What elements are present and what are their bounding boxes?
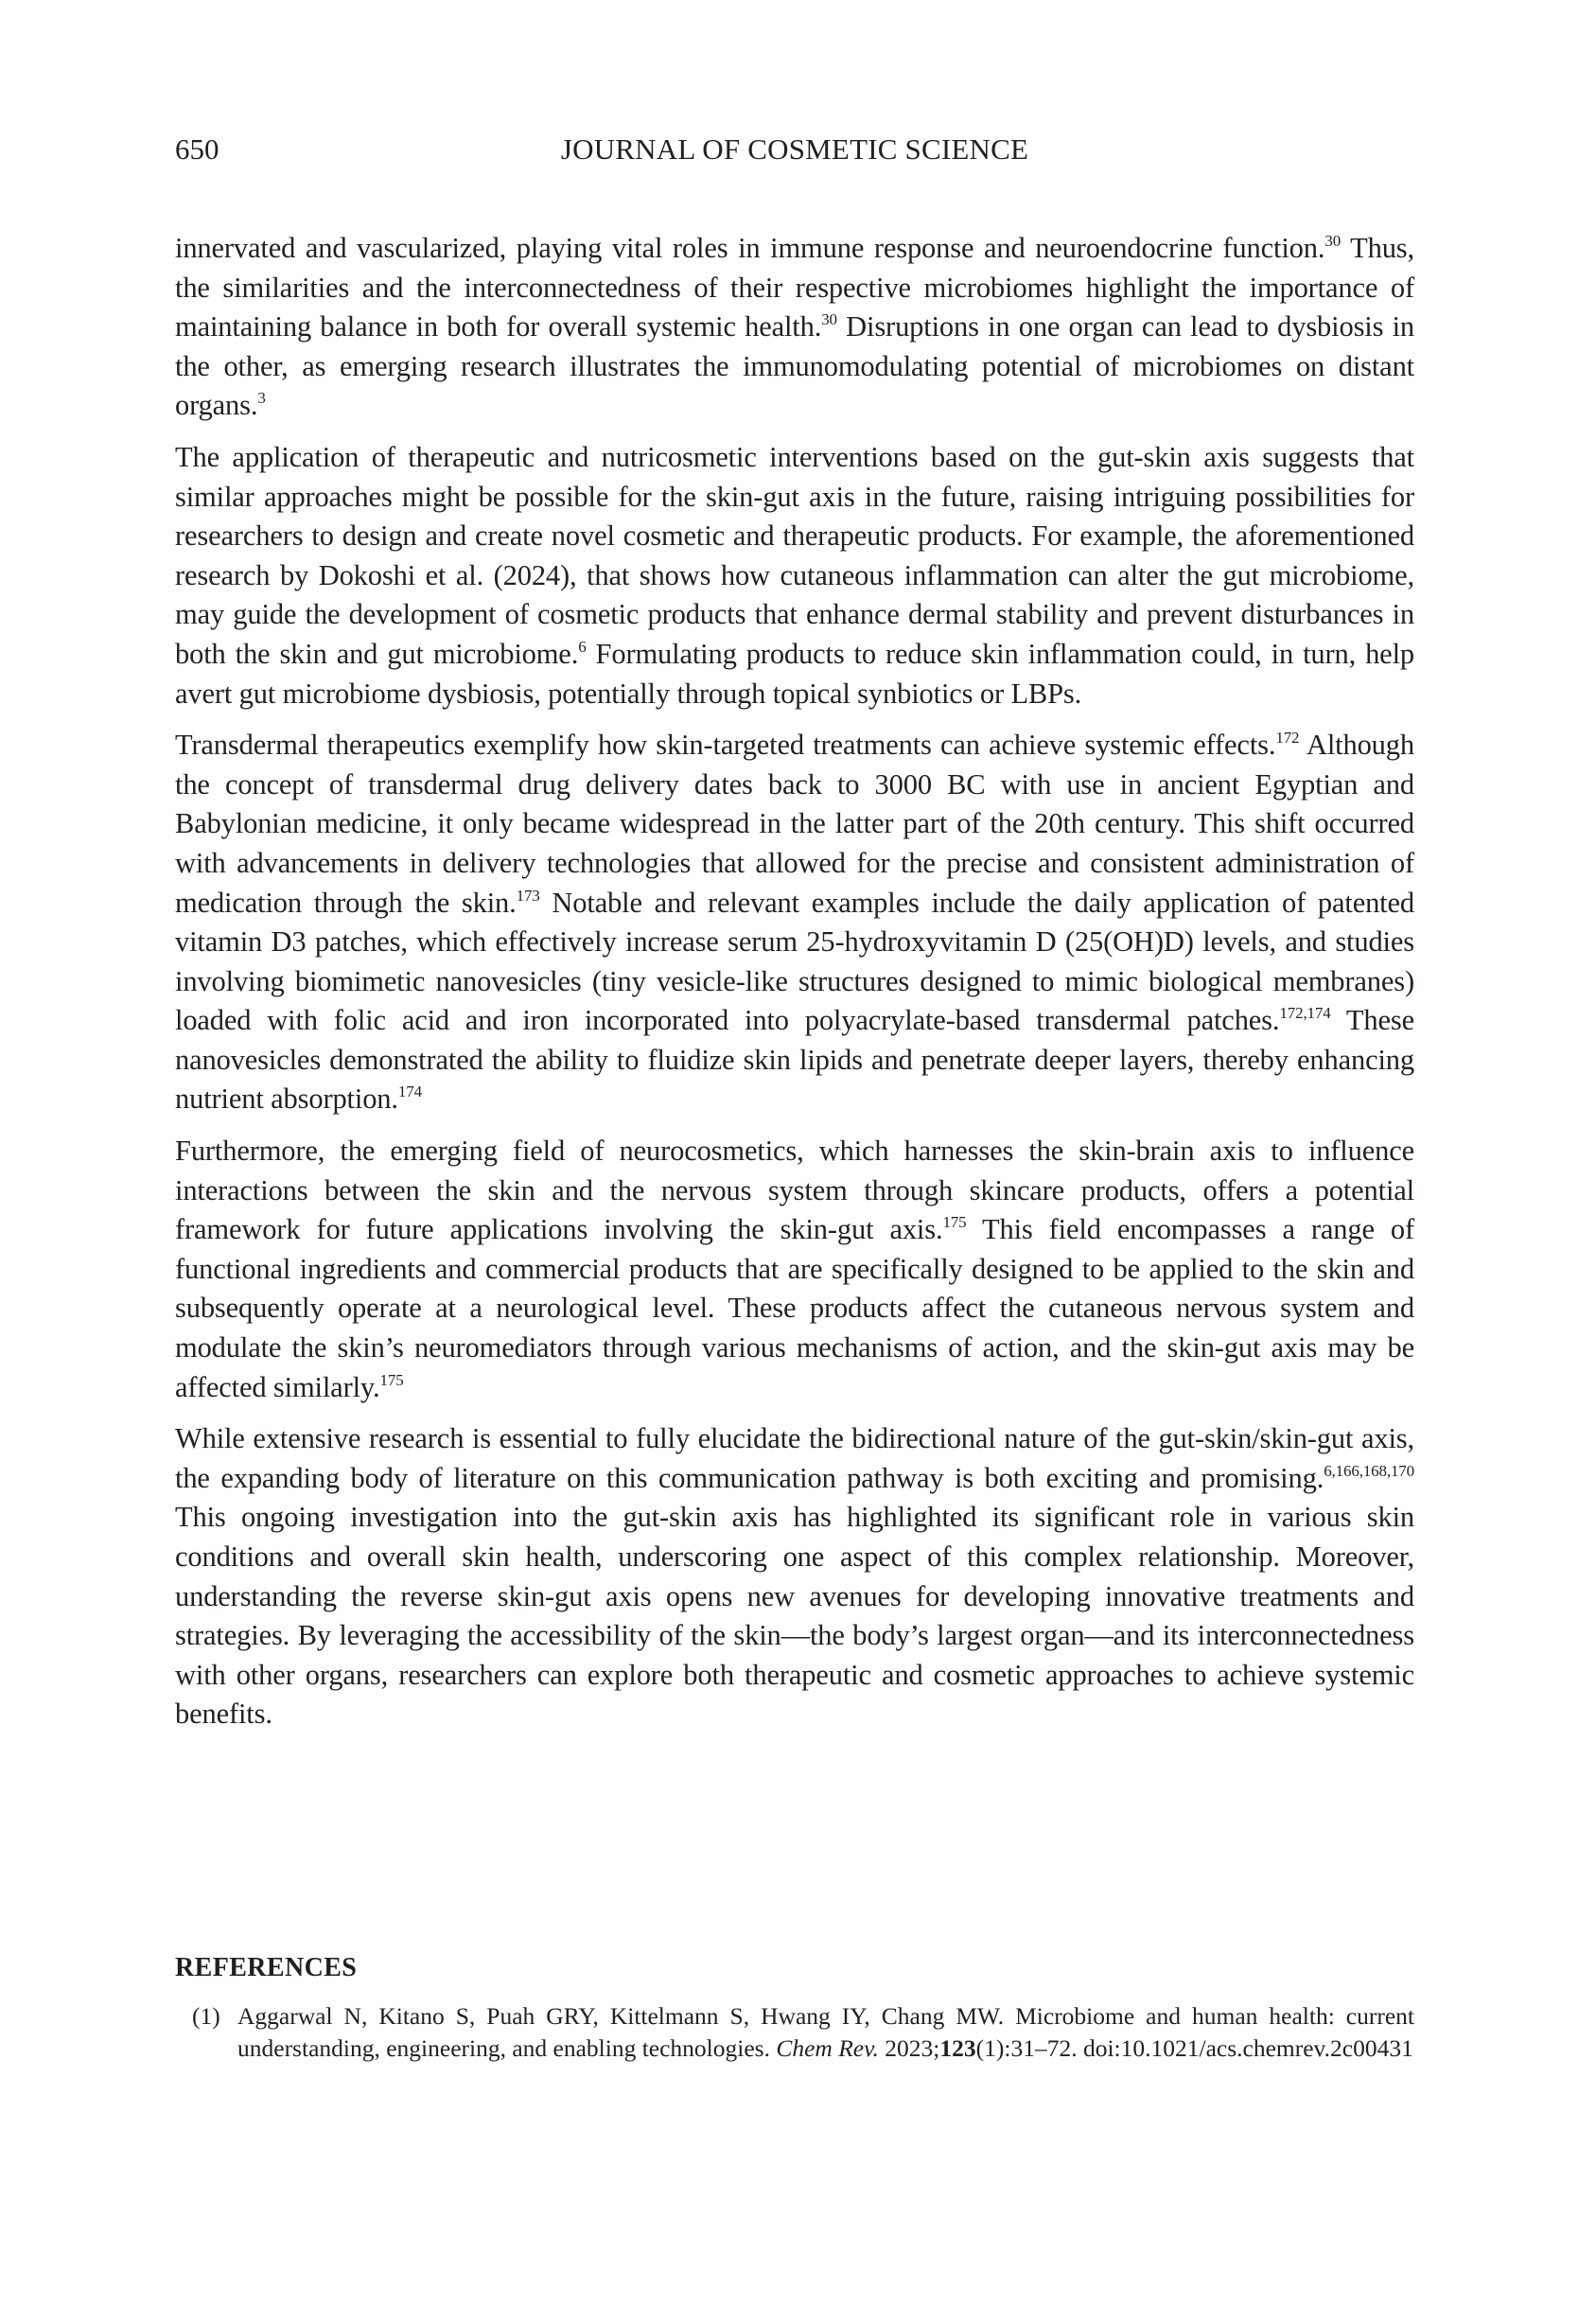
running-head bbox=[175, 131, 1414, 168]
paragraph-text: The application of therapeutic and nutricosmetic interventions based on the gut-skin axis suggests that similar approaches might be possible for the skin-gut axis in the future, raising intriguing possibilities for researchers to design and create novel cosmetic and therapeutic products. For example, the aforementioned research by Dokoshi et al. (2024), that shows how cutaneous inflammation can alter the gut microbiome, may guide the development of cosmetic products that enhance dermal stability and prevent disturbances in both the skin and gut microbiome. bbox=[175, 440, 1414, 670]
reference-number: (1) bbox=[192, 2002, 220, 2030]
citation-superscript: 175 bbox=[942, 1213, 967, 1232]
paragraph bbox=[175, 726, 1414, 1119]
body-text bbox=[175, 229, 1414, 1747]
citation-superscript: 172 bbox=[1275, 729, 1300, 748]
paragraph-text: innervated and vascularized, playing vital roles in immune response and neuroendocrine function. bbox=[175, 232, 1325, 264]
journal-title: JOURNAL OF COSMETIC SCIENCE bbox=[560, 132, 1029, 166]
reference-item bbox=[175, 2000, 1414, 2065]
paragraph-text: Notable and relevant examples include the daily application of patented vitamin D3 patches, which effectively increase serum 25-hydroxyvitamin D (25(OH)D) levels, and studies involving biomimetic nanovesicles (tiny vesicle-like structures designed to mimic biological membranes) loaded with folic acid and iron incorporated into polyacrylate-based transdermal patches. bbox=[175, 886, 1414, 1037]
page-number: 650 bbox=[175, 132, 219, 166]
paragraph-text: Formulating products to reduce skin inflammation could, in turn, help avert gut microbiome dysbiosis, potentially through topical synbiotics or LBPs. bbox=[175, 637, 1414, 710]
paragraph-text: Transdermal therapeutics exemplify how skin-targeted treatments can achieve systemic effects. bbox=[175, 729, 1276, 762]
citation-superscript: 173 bbox=[516, 886, 540, 905]
citation-superscript: 6,166,168,170 bbox=[1324, 1461, 1414, 1480]
paragraph-text: Although the concept of transdermal drug delivery dates back to 3000 BC with use in ancient Egyptian and Babylonian medicine, it only became widespread in the latter part of the 20th century. This shift occurred with advancements in delivery technologies that allowed for the precise and consistent administration of medication through the skin. bbox=[175, 729, 1414, 919]
reference-issue-pages-doi: (1):31–72. doi:10.1021/acs.chemrev.2c00431 bbox=[975, 2034, 1413, 2062]
paragraph-text: This ongoing investigation into the gut-skin axis has highlighted its significant role in various skin conditions and overall skin health, underscoring one aspect of this complex relationship. Moreover, understanding the reverse skin-gut axis opens new avenues for developing innovative treatments and strategies. By leveraging the accessibility of the skin—the body’s largest organ—and its interconnectedness with other organs, researchers can explore both therapeutic and cosmetic approaches to achieve systemic benefits. bbox=[175, 1501, 1414, 1731]
reference-volume: 123 bbox=[939, 2034, 976, 2062]
reference-text bbox=[237, 2000, 1414, 2065]
paragraph-text: This field encompasses a range of functional ingredients and commercial products that are specifically designed to be applied to the skin and subsequently operate at a neurological level. These products affect the cutaneous nervous system and modulate the skin’s neuromediators through various mechanisms of action, and the skin-gut axis may be affected similarly. bbox=[175, 1213, 1414, 1403]
reference-year: 2023; bbox=[878, 2034, 940, 2062]
citation-superscript: 30 bbox=[1324, 232, 1342, 250]
reference-authors-title: Aggarwal N, Kitano S, Puah GRY, Kittelmann S, Hwang IY, Chang MW. Microbiome and human health: current understanding, engineering, and enabling technologies. bbox=[237, 2002, 1414, 2062]
paragraph-text: Disruptions in one organ can lead to dysbiosis in the other, as emerging research illustrates the immunomodulating potential of microbiomes on distant organs. bbox=[175, 310, 1415, 422]
paragraph bbox=[175, 438, 1414, 713]
paragraph-text: While extensive research is essential to fully elucidate the bidirectional nature of the gut-skin/skin-gut axis, the expanding body of literature on this communication pathway is both exciting and promising. bbox=[175, 1422, 1414, 1494]
paragraph bbox=[175, 1419, 1414, 1734]
citation-superscript: 174 bbox=[397, 1083, 422, 1101]
citation-superscript: 172,174 bbox=[1279, 1004, 1331, 1023]
paragraph bbox=[175, 229, 1414, 426]
paragraph-text: Thus, the similarities and the interconnectedness of their respective microbiomes highlight the importance of maintaining balance in both for overall systemic health. bbox=[175, 232, 1414, 343]
citation-superscript: 3 bbox=[257, 389, 266, 408]
citation-superscript: 30 bbox=[821, 310, 837, 329]
citation-superscript: 6 bbox=[578, 637, 587, 656]
reference-journal: Chem Rev. bbox=[776, 2034, 879, 2062]
references-heading: REFERENCES bbox=[175, 1953, 358, 1982]
citation-superscript: 175 bbox=[379, 1370, 404, 1389]
paragraph-text: These nanovesicles demonstrated the ability to fluidize skin lipids and penetrate deeper layers, thereby enhancing nutrient absorption. bbox=[175, 1004, 1415, 1116]
references-section bbox=[175, 1953, 1414, 2065]
paragraph bbox=[175, 1132, 1414, 1407]
paragraph-text: Furthermore, the emerging field of neurocosmetics, which harnesses the skin-brain axis to influence interactions between the skin and the nervous system through skincare products, offers a potential framework for future applications involving the skin-gut axis. bbox=[175, 1135, 1414, 1246]
